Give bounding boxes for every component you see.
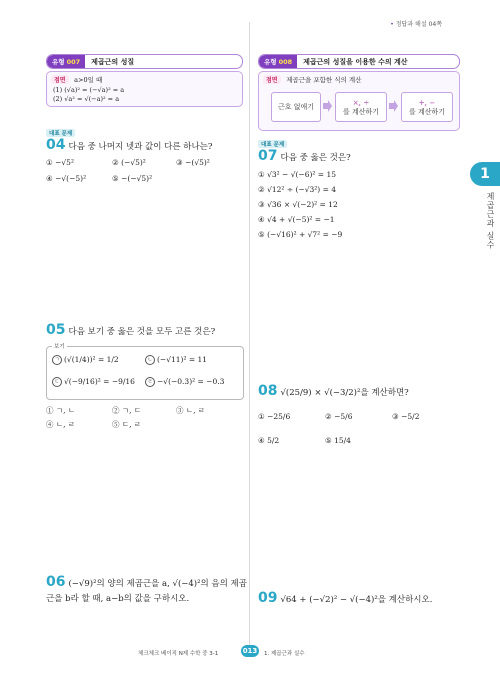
type-007-notes <box>46 71 243 107</box>
representative-label: 대표 문제 <box>46 129 75 137</box>
representative-label: 대표 문제 <box>258 140 287 148</box>
question-08: 08 √(25/9) × √(−3/2)²을 계산하면? <box>258 383 409 399</box>
question-04: 04 다음 중 나머지 넷과 값이 다른 하나는? <box>46 137 213 153</box>
type-008-notes <box>258 71 460 131</box>
footer-book-title: 체크체크 베이직 N제 수학 중 3-1 <box>138 651 219 657</box>
note-line-2: (2) √a² = √(−a)² = a <box>53 95 120 103</box>
q07-choice-3[interactable]: ③ √36 × √(−2)² = 12 <box>258 200 338 209</box>
bogi-item-2: ㄴ (−√11)² = 11 <box>145 353 207 366</box>
q07-choice-4[interactable]: ④ √4 + √(−5)² = −1 <box>258 215 335 224</box>
q04-choice-3[interactable]: ③ −(√5)² <box>176 158 210 167</box>
arrow-right-icon <box>322 99 333 113</box>
page-number: 013 <box>242 647 258 655</box>
flow-step-1: 근호 없애기 <box>271 92 321 122</box>
bogi-item-4: ㄹ −√(−0.3)² = −0.3 <box>145 375 224 388</box>
bogi-item-3: ㄷ √(−9/16)² = −9/16 <box>52 375 135 388</box>
q05-bogi-box <box>46 346 244 400</box>
flow-step-2: ×, ÷ 를 계산하기 <box>335 92 387 122</box>
q08-choice-2[interactable]: ② −5/6 <box>325 412 353 421</box>
q05-choice-5[interactable]: ⑤ ㄷ, ㄹ <box>112 420 142 429</box>
bogi-item-1: ㄱ (√(1/4))² = 1/2 <box>52 353 119 366</box>
q05-choice-3[interactable]: ③ ㄴ, ㄹ <box>176 406 206 415</box>
q08-choice-3[interactable]: ③ −5/2 <box>392 412 420 421</box>
note-chip: 점면 <box>263 75 281 84</box>
type-008-title: 제곱근의 성질을 이용한 수의 계산 <box>303 57 408 66</box>
question-07: 07 다음 중 옳은 것은? <box>258 148 351 164</box>
footer-chapter: 1. 제곱근과 실수 <box>264 651 305 657</box>
q07-choice-1[interactable]: ① √3² − √(−6)² = 15 <box>258 170 337 179</box>
q04-choice-5[interactable]: ⑤ −(−√5)² <box>112 174 153 183</box>
answer-reference: • 정답과 해설 04쪽 <box>390 21 442 28</box>
note-line-1: (1) (√a)² = (−√a)² = a <box>53 86 125 94</box>
question-09: 09 √64 + (−√2)² − √(−4)²을 계산하시오. <box>258 590 433 606</box>
q08-choice-4[interactable]: ④ 5/2 <box>258 436 280 445</box>
q04-choice-4[interactable]: ④ −√(−5)² <box>46 174 87 183</box>
column-divider <box>249 22 250 652</box>
q08-choice-5[interactable]: ⑤ 15/4 <box>325 436 351 445</box>
q07-choice-2[interactable]: ② √12² ÷ (−√3²) = 4 <box>258 185 337 194</box>
q04-choice-2[interactable]: ② (−√5)² <box>112 158 146 167</box>
note-condition: a>0일 때 <box>74 76 103 84</box>
q05-choice-2[interactable]: ② ㄱ, ㄷ <box>112 406 142 415</box>
q04-choice-1[interactable]: ① −√5² <box>46 158 74 167</box>
arrow-right-icon <box>388 99 399 113</box>
chapter-side-tab[interactable] <box>470 162 500 252</box>
note-chip: 점면 <box>51 75 69 84</box>
q07-choice-5[interactable]: ⑤ (−√16)² + √7² = −9 <box>258 230 343 239</box>
q05-choice-1[interactable]: ① ㄱ, ㄴ <box>46 406 76 415</box>
flow-step-3: +, − 를 계산하기 <box>401 92 453 122</box>
q05-choice-4[interactable]: ④ ㄴ, ㄹ <box>46 420 76 429</box>
chapter-title: 제곱근과 실수 <box>486 192 495 250</box>
note-subtitle: 제곱근을 포함한 식의 계산 <box>286 76 362 84</box>
type-007-title: 제곱근의 성질 <box>91 57 135 66</box>
question-06: 06 (−√9)²의 양의 제곱근을 a, √(−4)²의 음의 제곱 <box>46 574 247 590</box>
chapter-number: 1 <box>470 162 500 186</box>
bogi-label: 보기 <box>54 344 65 350</box>
question-05: 05 다음 보기 중 옳은 것을 모두 고른 것은? <box>46 322 216 338</box>
type-008-header: 유형 008 제곱근의 성질을 이용한 수의 계산 <box>258 54 460 69</box>
type-007-header: 유형 007 제곱근의 성질 <box>46 54 243 69</box>
question-06-line2: 근을 b라 할 때, a−b의 값을 구하시오. <box>46 594 190 604</box>
q08-choice-1[interactable]: ① −25/6 <box>258 412 291 421</box>
